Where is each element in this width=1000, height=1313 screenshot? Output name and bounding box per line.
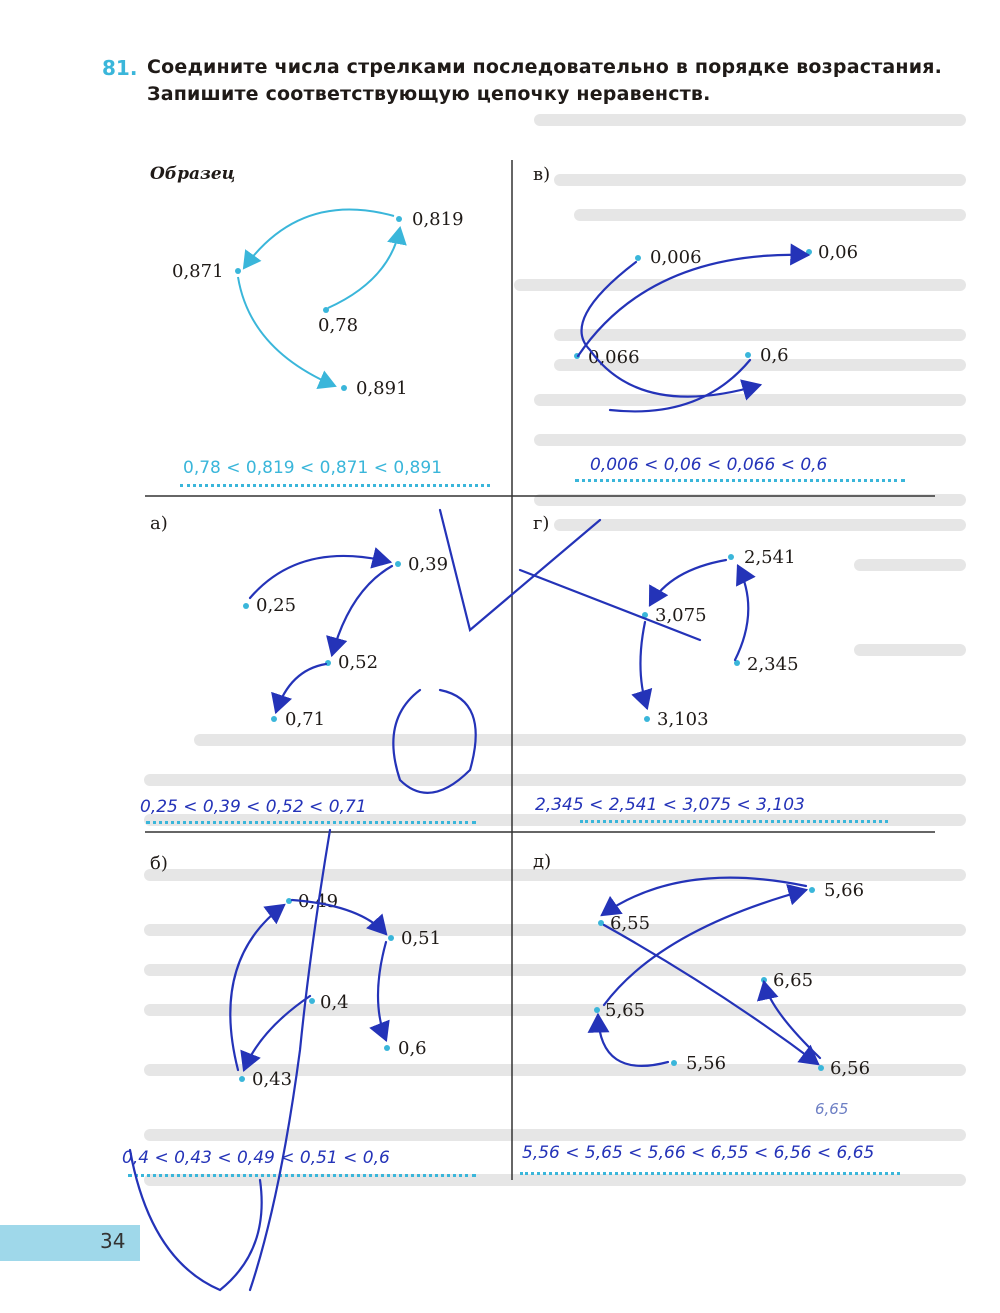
- number-label: 3,103: [657, 709, 709, 730]
- hand-arrow: [764, 982, 820, 1058]
- hand-arrow: [332, 566, 392, 655]
- panel-label-g: г): [533, 513, 550, 534]
- answer-inequality: 0,25 < 0,39 < 0,52 < 0,71: [140, 797, 367, 817]
- scribble: [250, 830, 330, 1290]
- page-number-tab: [0, 1225, 140, 1261]
- number-label: 0,43: [252, 1069, 293, 1090]
- number-label: 0,51: [401, 928, 442, 949]
- hand-arrow: [378, 942, 386, 1040]
- number-label: 0,871: [172, 261, 224, 282]
- panel-label-sample: Образец: [150, 164, 236, 184]
- hand-arrow: [292, 900, 386, 934]
- sample-arrow: [328, 228, 400, 308]
- sample-arrow: [238, 277, 335, 386]
- page-number: 34: [100, 1229, 126, 1253]
- number-label: 5,56: [686, 1053, 727, 1074]
- answer-inequality: 2,345 < 2,541 < 3,075 < 3,103: [535, 795, 805, 815]
- hand-arrow: [578, 255, 808, 356]
- number-label: 0,819: [412, 209, 464, 230]
- number-label: 0,52: [338, 652, 379, 673]
- panel-label-d: д): [533, 851, 552, 872]
- hand-arrow: [244, 996, 310, 1070]
- number-label: 0,78: [318, 315, 359, 336]
- number-label: 6,56: [830, 1058, 871, 1079]
- number-label: 0,06: [818, 242, 859, 263]
- number-label: 0,39: [408, 554, 449, 575]
- number-label: 0,49: [298, 891, 339, 912]
- number-label: 2,541: [744, 547, 796, 568]
- number-label: 2,345: [747, 654, 799, 675]
- hand-arrow: [598, 1015, 668, 1066]
- hand-arrow: [604, 890, 806, 1005]
- hand-arrow: [640, 622, 647, 708]
- hand-arrow: [604, 925, 818, 1064]
- number-label: 0,066: [588, 347, 640, 368]
- margin-note: 6,65: [815, 1100, 849, 1118]
- number-label: 0,891: [356, 378, 408, 399]
- task-instruction-line-2: Запишите соответствующую цепочку неравенств.: [147, 83, 711, 105]
- task-instruction-line-1: Соедините числа стрелками последовательно в порядке возрастания.: [147, 56, 943, 78]
- answer-inequality: 0,78 < 0,819 < 0,871 < 0,891: [183, 458, 443, 478]
- hand-arrow: [735, 566, 748, 660]
- panel-label-b: б): [150, 853, 168, 874]
- number-label: 0,25: [256, 595, 297, 616]
- hand-arrow: [650, 560, 726, 605]
- number-label: 5,66: [824, 880, 865, 901]
- number-label: 0,006: [650, 247, 702, 268]
- number-label: 6,65: [773, 970, 814, 991]
- panel-label-a: а): [150, 513, 168, 534]
- scribble: [130, 1150, 262, 1290]
- number-label: 0,6: [760, 345, 789, 366]
- hand-arrow: [250, 556, 390, 598]
- scribble: [393, 690, 475, 793]
- number-label: 5,65: [605, 1000, 646, 1021]
- answer-inequality: 0,006 < 0,06 < 0,066 < 0,6: [590, 455, 828, 475]
- number-label: 6,55: [610, 913, 651, 934]
- hand-arrow: [276, 664, 326, 712]
- answer-inequality: 0,4 < 0,43 < 0,49 < 0,51 < 0,6: [122, 1148, 390, 1168]
- panel-label-v: в): [533, 164, 551, 185]
- number-label: 0,6: [398, 1038, 427, 1059]
- task-number: 81.: [102, 56, 138, 80]
- answer-inequality: 5,56 < 5,65 < 5,66 < 6,55 < 6,56 < 6,65: [522, 1143, 875, 1163]
- number-label: 0,4: [320, 992, 349, 1013]
- hand-arrow: [602, 878, 806, 915]
- sample-arrow: [244, 210, 394, 269]
- number-label: 3,075: [655, 605, 707, 626]
- number-label: 0,71: [285, 709, 326, 730]
